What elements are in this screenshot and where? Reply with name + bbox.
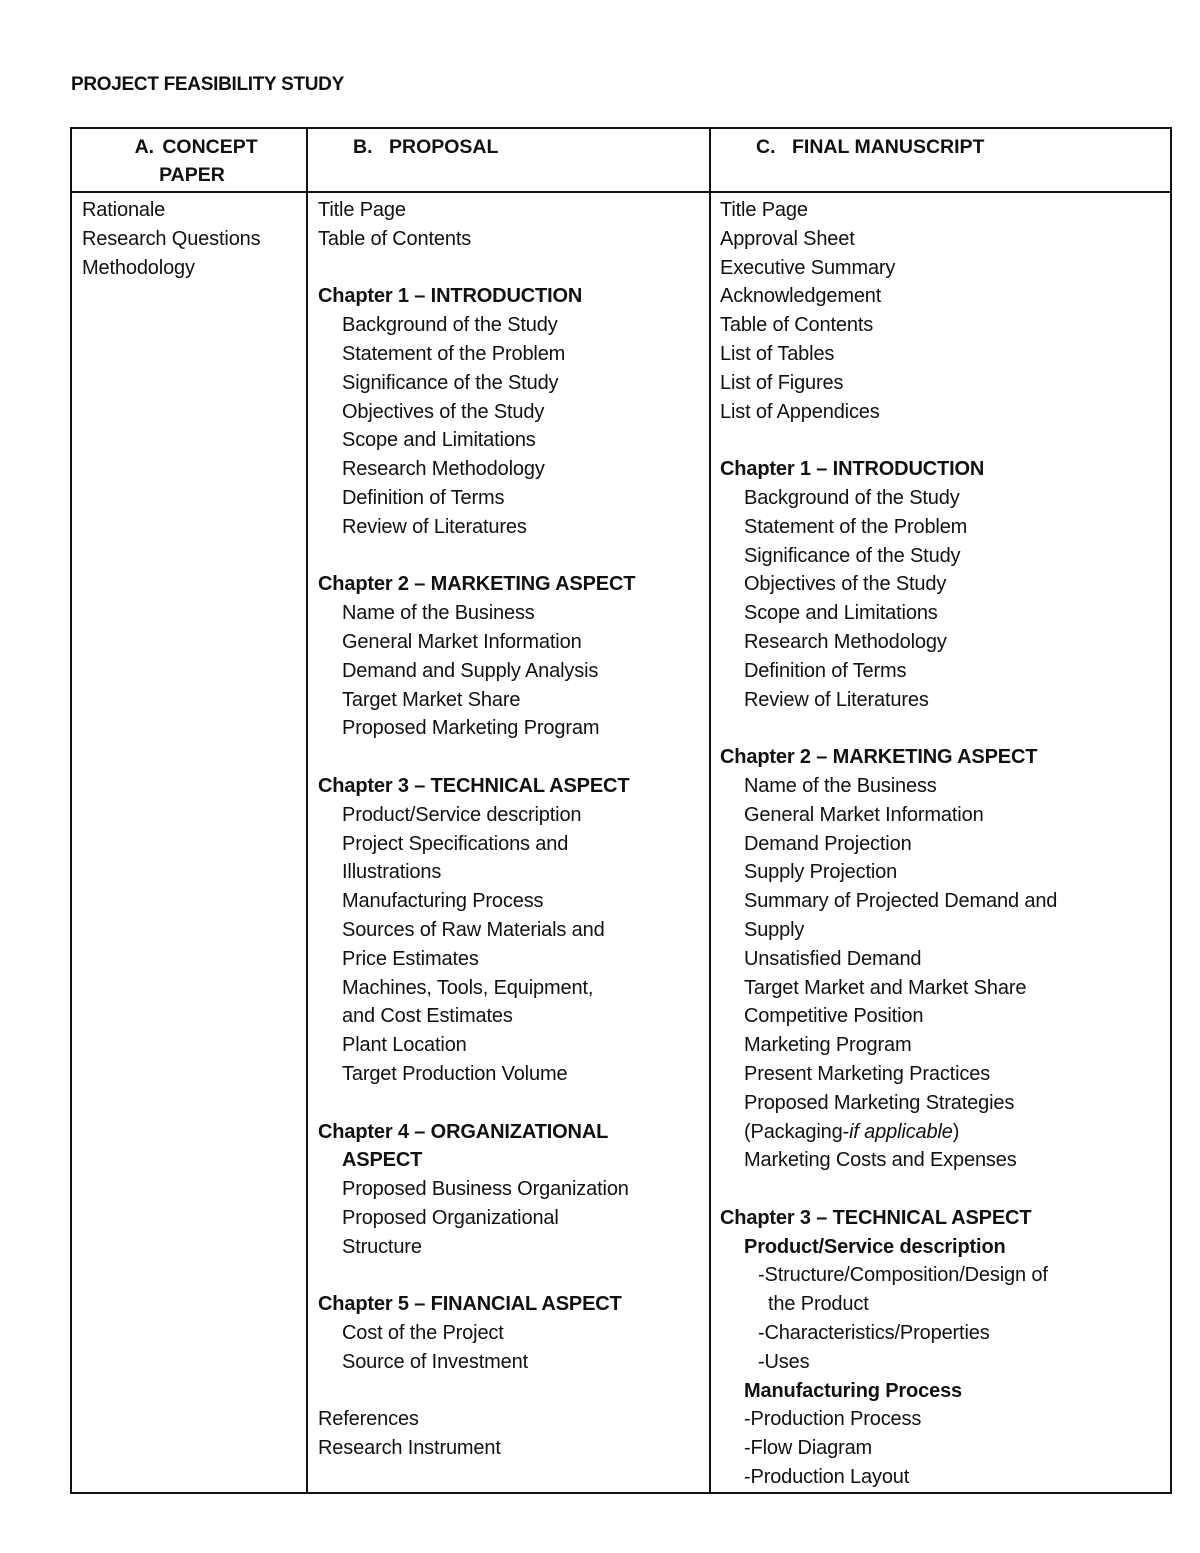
final-front-item: Approval Sheet — [720, 227, 855, 250]
proposal-chapter-3-title: Chapter 3 – TECHNICAL ASPECT — [318, 774, 630, 797]
proposal-ch1-item: Review of Literatures — [342, 515, 527, 538]
proposal-chapter-4-title: Chapter 4 – ORGANIZATIONAL — [318, 1120, 609, 1143]
header-concept-text-1: CONCEPT — [162, 136, 258, 158]
proposal-chapter-4-title-cont: ASPECT — [342, 1149, 423, 1172]
final-ch2-item: General Market Information — [744, 803, 984, 826]
header-final-letter: C. — [756, 136, 776, 158]
header-proposal — [307, 128, 710, 192]
proposal-ch2-item: General Market Information — [342, 630, 582, 653]
packaging-suffix: ) — [952, 1120, 960, 1143]
final-ch1-item: Review of Literatures — [744, 688, 929, 711]
proposal-ch1-item: Background of the Study — [342, 314, 558, 337]
final-ch2-packaging-note — [720, 1118, 1170, 1147]
final-ch3-product-item: -Characteristics/Properties — [758, 1322, 990, 1345]
final-chapter-1-title: Chapter 1 – INTRODUCTION — [720, 458, 985, 481]
final-chapter-3-title: Chapter 3 – TECHNICAL ASPECT — [720, 1206, 1032, 1229]
proposal-ch3-item: Sources of Raw Materials and — [342, 918, 605, 941]
final-ch3-process-item: -Production Layout — [744, 1466, 910, 1489]
final-ch2-item: Proposed Marketing Strategies — [744, 1091, 1015, 1114]
final-ch1-item: Definition of Terms — [744, 659, 907, 682]
final-ch2-item: Target Market and Market Share — [744, 976, 1027, 999]
header-proposal-letter: B. — [353, 136, 373, 158]
final-manuscript-cell — [710, 192, 1171, 1493]
concept-item: Research Questions — [82, 227, 261, 250]
proposal-ch2-item: Proposed Marketing Program — [342, 717, 600, 740]
packaging-prefix: (Packaging- — [744, 1120, 850, 1143]
packaging-italic: if applicable — [849, 1120, 953, 1143]
final-chapter-2-title: Chapter 2 – MARKETING ASPECT — [720, 746, 1038, 769]
final-ch3-product-heading: Product/Service description — [744, 1235, 1006, 1258]
final-ch1-item: Background of the Study — [744, 486, 960, 509]
proposal-ch1-item: Significance of the Study — [342, 371, 559, 394]
proposal-chapter-5-title: Chapter 5 – FINANCIAL ASPECT — [318, 1293, 622, 1316]
final-front-item: Executive Summary — [720, 256, 896, 279]
proposal-ch1-item: Scope and Limitations — [342, 429, 536, 452]
content-row — [71, 192, 1171, 1493]
proposal-ch4-item: Proposed Organizational — [342, 1206, 559, 1229]
header-final-text: FINAL MANUSCRIPT — [792, 136, 985, 158]
outline-table — [70, 127, 1172, 1494]
final-ch2-item: Summary of Projected Demand and — [744, 890, 1058, 913]
final-front-item: List of Tables — [720, 342, 835, 365]
final-ch3-process-heading: Manufacturing Process — [744, 1379, 963, 1402]
proposal-chapter-2-title: Chapter 2 – MARKETING ASPECT — [318, 573, 636, 596]
proposal-ch1-item: Definition of Terms — [342, 486, 505, 509]
proposal-ch1-item: Statement of the Problem — [342, 342, 566, 365]
proposal-back-item: References — [318, 1408, 419, 1431]
final-ch3-product-item: the Product — [768, 1293, 869, 1316]
final-ch1-item: Research Methodology — [744, 630, 947, 653]
final-front-item: Table of Contents — [720, 314, 874, 337]
final-front-item: List of Appendices — [720, 400, 880, 423]
proposal-ch5-item: Cost of the Project — [342, 1322, 504, 1345]
final-ch1-item: Objectives of the Study — [744, 573, 947, 596]
proposal-ch3-item: Plant Location — [342, 1034, 467, 1057]
final-ch3-process-item: -Flow Diagram — [744, 1437, 873, 1460]
proposal-ch3-item: and Cost Estimates — [342, 1005, 513, 1028]
header-row — [71, 128, 1171, 192]
header-final-manuscript — [710, 128, 1171, 192]
final-ch2-item: Supply — [744, 918, 805, 941]
final-front-item: Acknowledgement — [720, 285, 882, 308]
final-front-item: List of Figures — [720, 371, 844, 394]
proposal-ch3-item: Illustrations — [342, 861, 442, 884]
final-ch1-item: Scope and Limitations — [744, 602, 938, 625]
final-ch2-item: Unsatisfied Demand — [744, 947, 922, 970]
proposal-ch4-item: Proposed Business Organization — [342, 1178, 629, 1201]
document-title: PROJECT FEASIBILITY STUDY — [71, 74, 344, 95]
final-ch3-product-item: -Structure/Composition/Design of — [758, 1264, 1048, 1287]
proposal-ch4-item: Structure — [342, 1235, 422, 1258]
proposal-back-item: Research Instrument — [318, 1437, 501, 1460]
concept-item: Rationale — [82, 199, 166, 221]
final-front-item: Title Page — [720, 199, 808, 221]
final-ch1-item: Significance of the Study — [744, 544, 961, 567]
final-ch3-process-item: -Production Process — [744, 1408, 922, 1431]
final-ch1-item: Statement of the Problem — [744, 515, 968, 538]
proposal-ch3-item: Machines, Tools, Equipment, — [342, 976, 594, 999]
proposal-chapter-1-title: Chapter 1 – INTRODUCTION — [318, 285, 583, 308]
final-ch3-product-item: -Uses — [758, 1350, 810, 1373]
final-ch2-item: Marketing Program — [744, 1034, 912, 1057]
proposal-ch3-item: Target Production Volume — [342, 1062, 568, 1085]
proposal-ch2-item: Target Market Share — [342, 688, 521, 711]
final-ch2-item: Present Marketing Practices — [744, 1062, 991, 1085]
proposal-front-item: Table of Contents — [318, 227, 472, 250]
final-ch2-item: Competitive Position — [744, 1005, 924, 1028]
proposal-ch3-item: Price Estimates — [342, 947, 479, 970]
proposal-ch2-item: Name of the Business — [342, 602, 535, 625]
proposal-ch1-item: Objectives of the Study — [342, 400, 545, 423]
concept-item: Methodology — [82, 256, 195, 279]
proposal-ch1-item: Research Methodology — [342, 458, 545, 481]
proposal-ch3-item: Project Specifications and — [342, 832, 569, 855]
proposal-ch5-item: Source of Investment — [342, 1350, 528, 1373]
final-ch2-item: Demand Projection — [744, 832, 912, 855]
final-ch2-item: Supply Projection — [744, 861, 898, 884]
concept-paper-cell — [71, 192, 307, 1493]
proposal-ch2-item: Demand and Supply Analysis — [342, 659, 599, 682]
proposal-front-item: Title Page — [318, 199, 406, 221]
proposal-ch3-item: Product/Service description — [342, 803, 582, 826]
header-concept-text-2: PAPER — [159, 164, 225, 186]
header-concept-letter: A. — [134, 136, 155, 158]
proposal-cell — [307, 192, 710, 1493]
header-concept-paper — [71, 128, 307, 192]
proposal-ch3-item: Manufacturing Process — [342, 890, 544, 913]
final-ch2-item: Name of the Business — [744, 774, 937, 797]
header-proposal-text: PROPOSAL — [389, 136, 499, 158]
final-ch2-item: Marketing Costs and Expenses — [744, 1149, 1017, 1172]
